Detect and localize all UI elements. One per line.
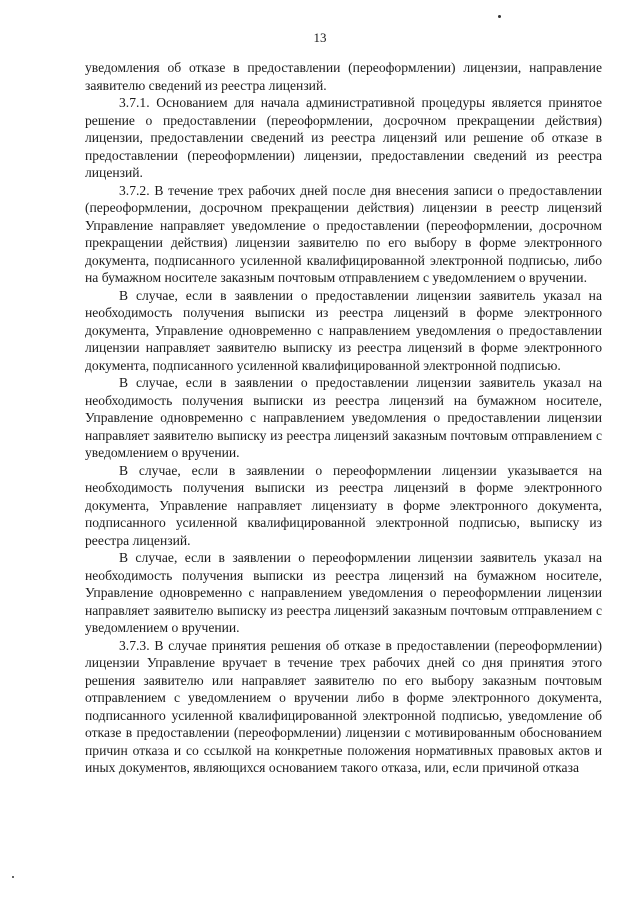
paragraph-3-7-3: 3.7.3. В случае принятия решения об отказе в предоставлении (переоформлении) лицензии Управление вручает в течение трех рабочих дней со дня принятия этого решения заявителю или направляет заявителю по его выбору заказным почтовым отправлением с уведомлением о вручении либо в форме электронного документа, подписанного усиленной квалифицированной электронной подписью, уведомление об отказе в предоставлении (переоформлении) лицензии с мотивированным обоснованием причин отказа и со ссылкой на конкретные положения нормативных правовых актов и иных документов, являющихся основанием такого отказа, или, если причиной отказа	[85, 637, 602, 775]
paragraph-3-7-2: 3.7.2. В течение трех рабочих дней после дня внесения записи о предоставлении (переоформлении, досрочном прекращении действия) лицензии в реестр лицензий Управление направляет уведомление о предоставлении (переоформлении, досрочном прекращении действия) лицензии заявителю по его выбору в форме электронного документа, подписанного усиленной квалифицированной электронной подписью, либо на бумажном носителе заказным почтовым отправлением с уведомлением о вручении.	[85, 182, 602, 285]
document-body	[85, 59, 602, 777]
paragraph-electronic-extract: В случае, если в заявлении о предоставлении лицензии заявитель указал на необходимость получения выписки из реестра лицензий в форме электронного документа, Управление одновременно с направлением уведомления о предоставлении лицензии направляет заявителю выписку из реестра лицензий в форме электронного документа, подписанного усиленной квалифицированной электронной подписью.	[85, 287, 602, 373]
paragraph-3-7-1: 3.7.1. Основанием для начала административной процедуры является принятое решение о предоставлении (переоформлении, досрочном прекращении действия) лицензии, предоставлении сведений из реестра лицензий или решение об отказе в предоставлении (переоформлении) лицензии, предоставлении сведений из реестра лицензий.	[85, 95, 602, 180]
paragraph-continuation: уведомления об отказе в предоставлении (переоформлении) лицензии, направление заявителю сведений из реестра лицензий.	[85, 60, 602, 93]
page-number: 13	[313, 30, 327, 45]
paragraph-reissue-electronic: В случае, если в заявлении о переоформлении лицензии указывается на необходимость получения выписки из реестра лицензий в форме электронного документа, Управление направляет лицензиату в форме электронного документа, подписанного усиленной квалифицированной электронной подписью, выписку из реестра лицензий.	[85, 462, 602, 548]
scan-speck	[498, 15, 501, 18]
paragraph-paper-extract: В случае, если в заявлении о предоставлении лицензии заявитель указал на необходимость получения выписки из реестра лицензий на бумажном носителе, Управление одновременно с направлением уведомления о предоставлении лицензии направляет заявителю выписку из реестра лицензий заказным почтовым отправлением с уведомлением о вручении.	[85, 375, 602, 460]
paragraph-reissue-paper: В случае, если в заявлении о переоформлении лицензии заявитель указал на необходимость получения выписки из реестра лицензий на бумажном носителе, Управление одновременно с направлением уведомления о переоформлении лицензии направляет заявителю выписку из реестра лицензий заказным почтовым отправлением с уведомлением о вручении.	[85, 550, 602, 635]
scan-speck	[12, 876, 14, 878]
